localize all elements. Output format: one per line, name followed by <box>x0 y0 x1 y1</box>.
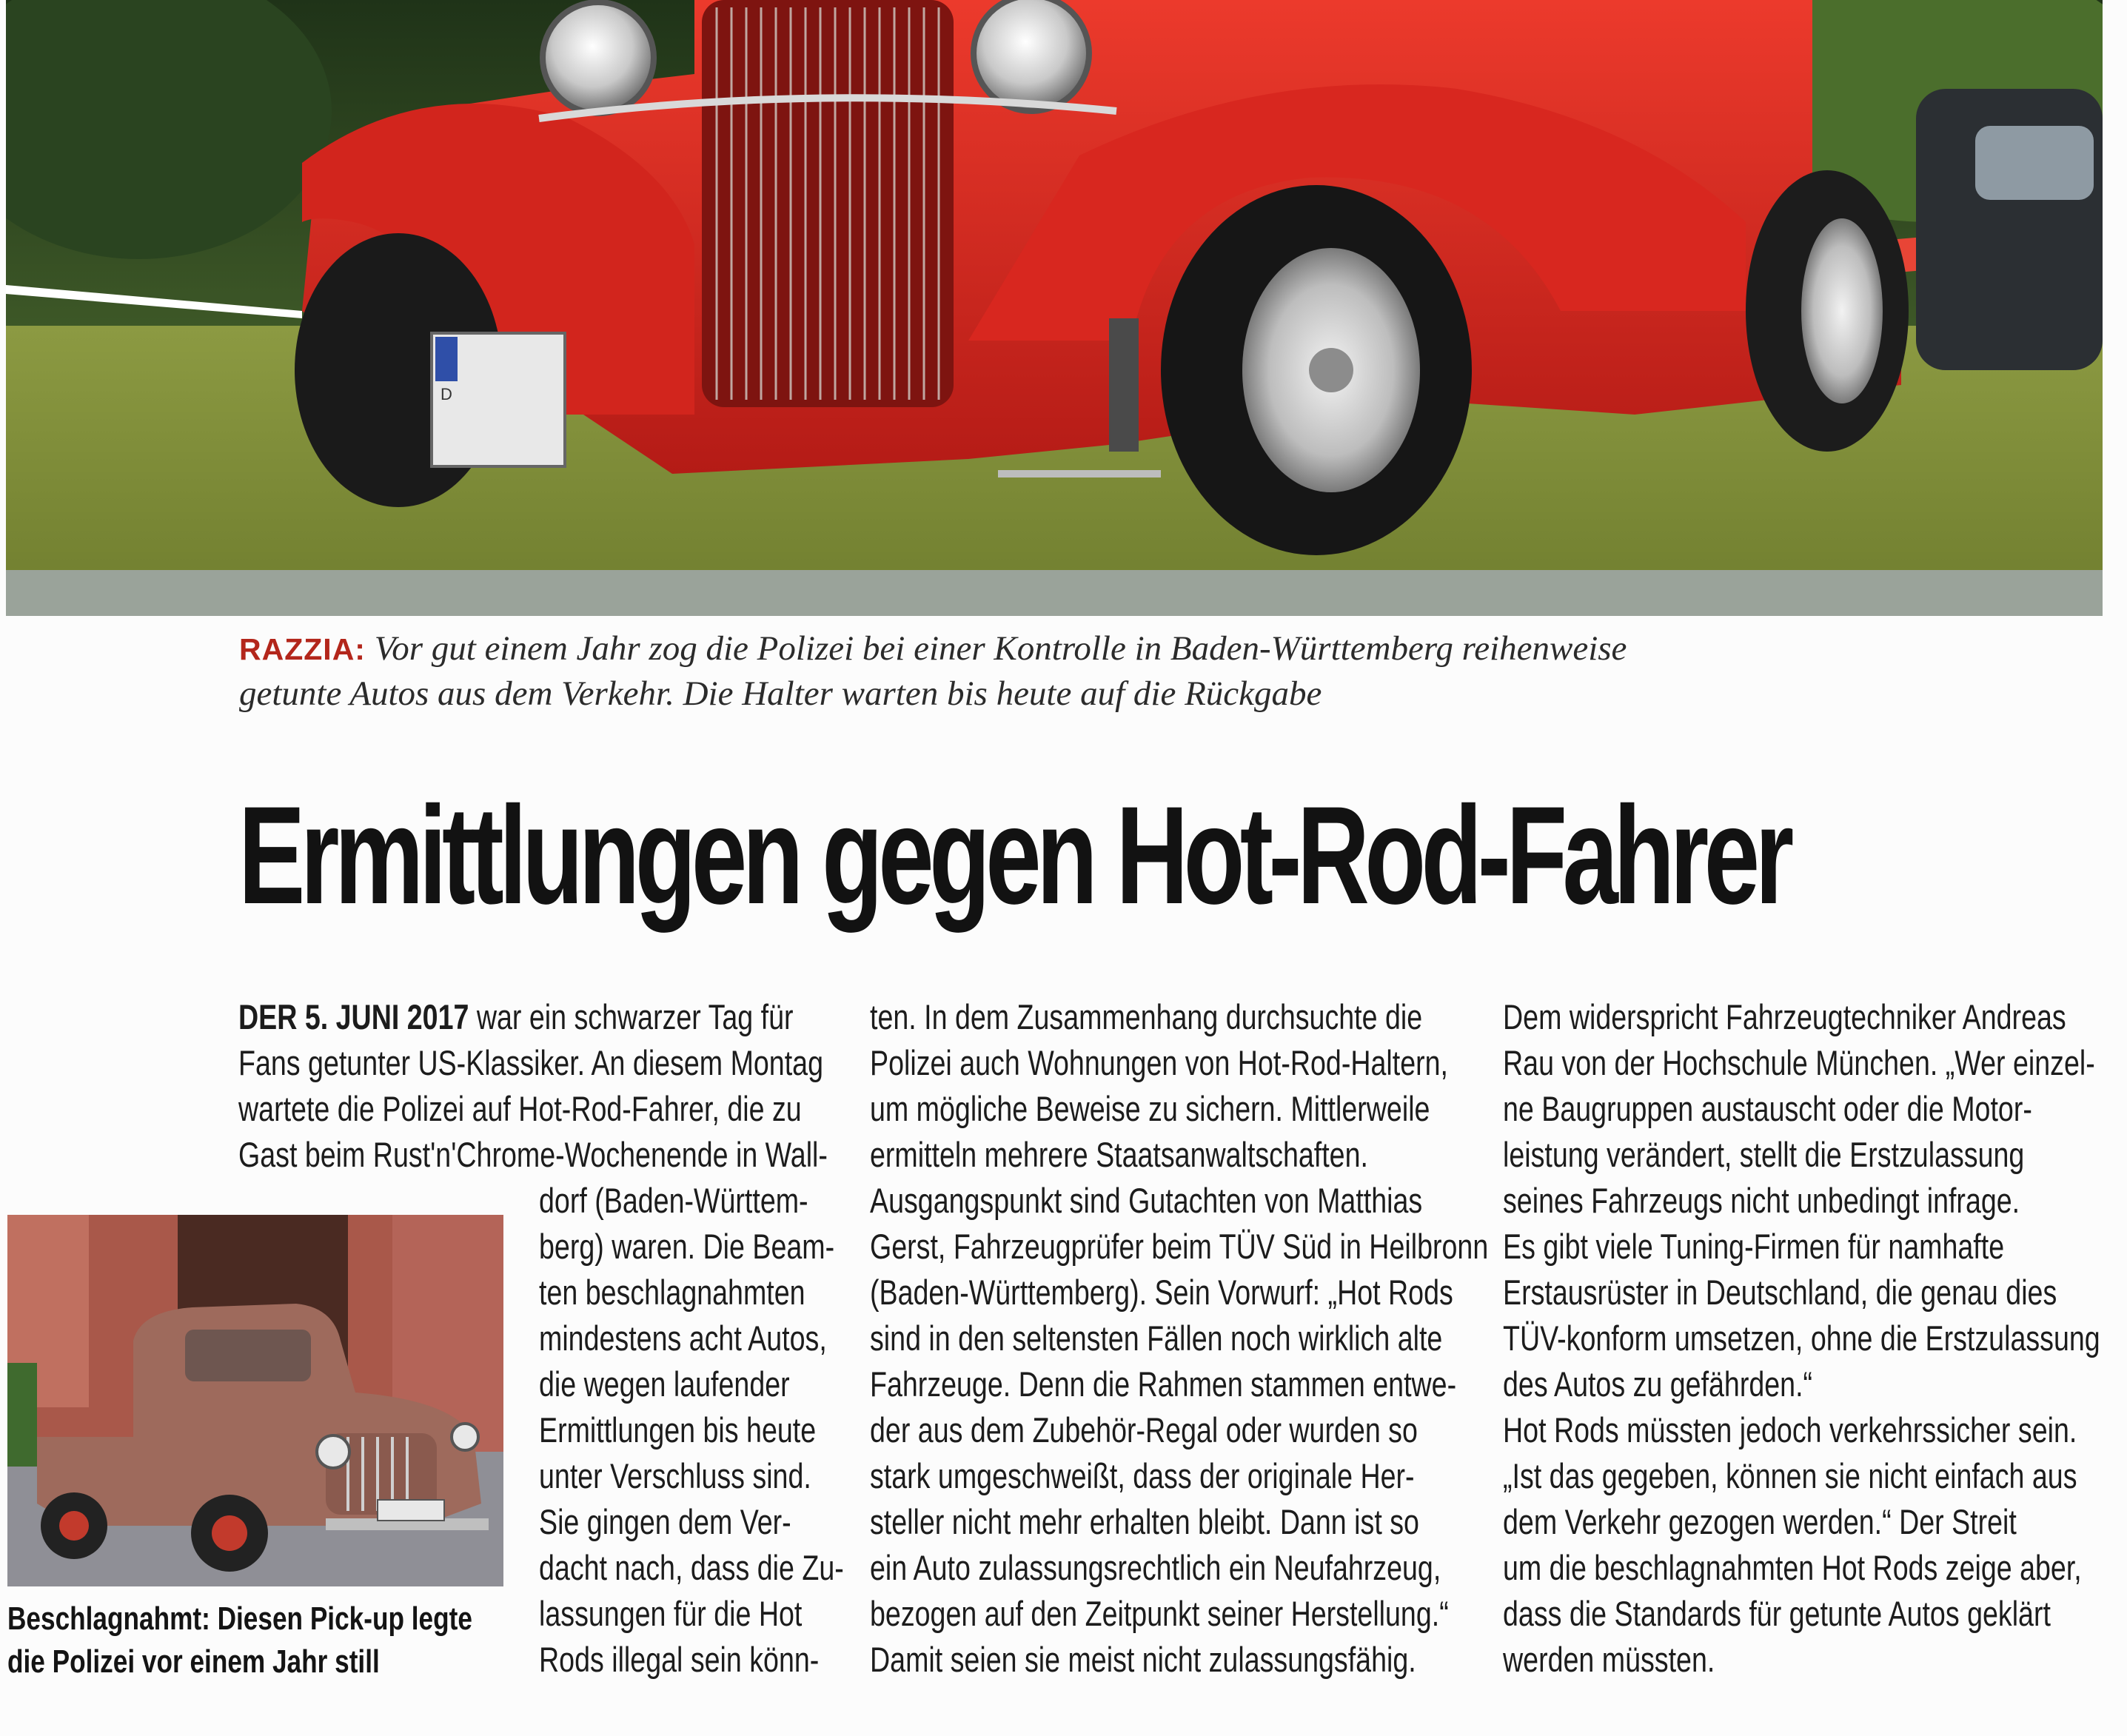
column-line: bezogen auf den Zeitpunkt seiner Herstellung.“ <box>870 1594 1449 1633</box>
column-line: steller nicht mehr erhalten bleibt. Dann ist so <box>870 1502 1419 1541</box>
column-line: Rods illegal sein könn- <box>539 1640 820 1679</box>
caption-line-1 <box>239 626 2053 671</box>
column-line: ne Baugruppen austauscht oder die Motor- <box>1503 1089 2032 1128</box>
column-line: dacht nach, dass die Zu- <box>539 1548 844 1587</box>
column-line: dass die Standards für getunte Autos geklärt <box>1503 1594 2051 1633</box>
column-line: um mögliche Beweise zu sichern. Mittlerweile <box>870 1089 1430 1128</box>
column-line: Gast beim Rust'n'Chrome-Wochenende in Wall- <box>238 1135 828 1174</box>
column-line: seines Fahrzeugs nicht unbedingt infrage. <box>1503 1181 2020 1220</box>
hero-photo <box>6 0 2103 616</box>
column-line: „Ist das gegeben, können sie nicht einfach aus <box>1503 1456 2077 1495</box>
plate-letter: D <box>441 385 452 403</box>
column-line: Fahrzeuge. Denn die Rahmen stammen entwe- <box>870 1364 1457 1404</box>
column-line: (Baden-Württemberg). Sein Vorwurf: „Hot Rods <box>870 1273 1453 1312</box>
article-lead: DER 5. JUNI 2017 <box>238 997 469 1036</box>
pickup-caption-line-1: Beschlagnahmt: Diesen Pick-up legte <box>7 1601 472 1637</box>
column-line: des Autos zu gefährden.“ <box>1503 1364 1813 1404</box>
column-line: dorf (Baden-Württem- <box>539 1181 808 1220</box>
caption-text-1: Vor gut einem Jahr zog die Polizei bei einer Kontrolle in Baden-Württemberg reihenweise <box>374 629 1627 668</box>
column-line: Dem widerspricht Fahrzeugtechniker Andreas <box>1503 997 2066 1036</box>
column-line: TÜV-konform umsetzen, ohne die Erstzulassung <box>1503 1318 2100 1358</box>
column-line: Es gibt viele Tuning-Firmen für namhafte <box>1503 1227 2005 1266</box>
column-line: Ausgangspunkt sind Gutachten von Matthias <box>870 1181 1423 1220</box>
column-line: werden müssten. <box>1503 1640 1715 1679</box>
column-line: ten beschlagnahmten <box>539 1273 805 1312</box>
article-column-2 <box>870 994 1488 1683</box>
column-line <box>238 994 828 1040</box>
column-line: der aus dem Zubehör-Regal oder wurden so <box>870 1410 1418 1450</box>
article-column-1-top <box>238 994 828 1178</box>
column-line: Ermittlungen bis heute <box>539 1410 817 1450</box>
column-line: sind in den seltensten Fällen noch wirklich alte <box>870 1318 1443 1358</box>
column-line: die wegen laufender <box>539 1364 790 1404</box>
caption-text-2: getunte Autos aus dem Verkehr. Die Halter warten bis heute auf die Rückgabe <box>239 674 1322 713</box>
red-hot-rod-photo <box>6 0 2103 616</box>
column-line: ermitteln mehrere Staatsanwaltschaften. <box>870 1135 1368 1174</box>
column-line: wartete die Polizei auf Hot-Rod-Fahrer, die zu <box>238 1089 802 1128</box>
column-line: ten. In dem Zusammenhang durchsuchte die <box>870 997 1423 1036</box>
column-line: berg) waren. Die Beam- <box>539 1227 835 1266</box>
pickup-photo <box>7 1215 503 1586</box>
pickup-caption-line-2: die Polizei vor einem Jahr still <box>7 1643 380 1680</box>
column-line: ein Auto zulassungsrechtlich ein Neufahrzeug, <box>870 1548 1441 1587</box>
column-line: um die beschlagnahmten Hot Rods zeige aber, <box>1503 1548 2082 1587</box>
column-line: Fans getunter US-Klassiker. An diesem Montag <box>238 1043 823 1082</box>
column-line: unter Verschluss sind. <box>539 1456 811 1495</box>
column-line: Sie gingen dem Ver- <box>539 1502 791 1541</box>
article-headline: Ermittlungen gegen Hot-Rod-Fahrer <box>238 777 1789 933</box>
photo-caption <box>239 626 2053 716</box>
column-line: Hot Rods müssten jedoch verkehrssicher sein. <box>1503 1410 2077 1450</box>
column-line: mindestens acht Autos, <box>539 1318 827 1358</box>
column-line: Polizei auch Wohnungen von Hot-Rod-Haltern, <box>870 1043 1448 1082</box>
article-column-3 <box>1503 994 2100 1683</box>
column-text: war ein schwarzer Tag für <box>469 997 794 1036</box>
pickup-caption <box>7 1598 472 1683</box>
column-line: stark umgeschweißt, dass der originale Her- <box>870 1456 1415 1495</box>
column-line: leistung verändert, stellt die Erstzulassung <box>1503 1135 2025 1174</box>
article-column-1-wrap <box>539 1178 844 1683</box>
column-line: Gerst, Fahrzeugprüfer beim TÜV Süd in Heilbronn <box>870 1227 1489 1266</box>
column-line: lassungen für die Hot <box>539 1594 803 1633</box>
column-line: dem Verkehr gezogen werden.“ Der Streit <box>1503 1502 2017 1541</box>
column-line: Rau von der Hochschule München. „Wer einzel- <box>1503 1043 2095 1082</box>
column-line: Erstausrüster in Deutschland, die genau dies <box>1503 1273 2057 1312</box>
caption-label: RAZZIA: <box>239 632 366 666</box>
rusty-pickup-truck-photo <box>7 1215 503 1586</box>
column-line: Damit seien sie meist nicht zulassungsfähig. <box>870 1640 1416 1679</box>
